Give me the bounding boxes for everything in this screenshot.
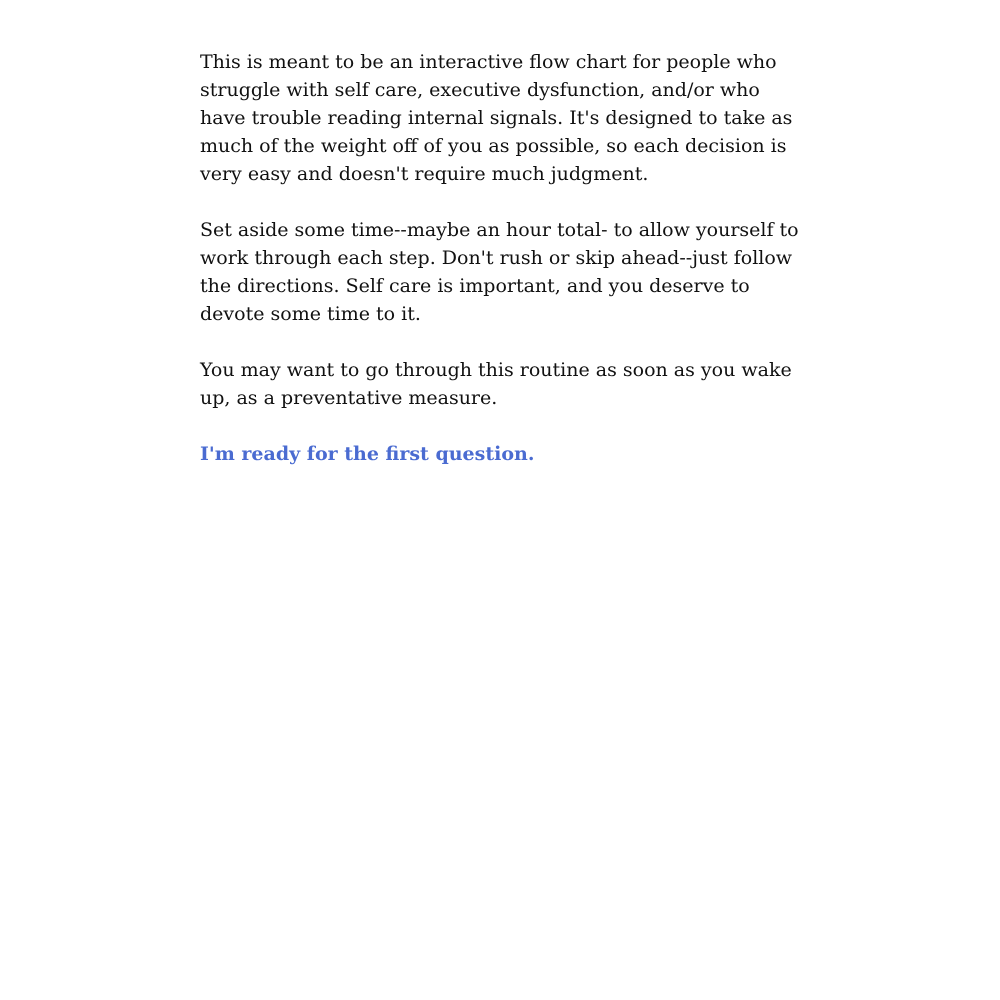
routine-paragraph: You may want to go through this routine as soon as you wake up, as a preventative measure. xyxy=(200,359,792,409)
time-paragraph: Set aside some time--maybe an hour total- to allow yourself to work through each step. Don't rush or skip ahead--just follow the directions. Self care is important, and you deserve to devote some time to it. xyxy=(200,219,799,325)
first-question-link[interactable]: I'm ready for the first question. xyxy=(200,443,535,465)
story-passage xyxy=(200,48,810,468)
intro-paragraph: This is meant to be an interactive flow chart for people who struggle with self care, executive dysfunction, and/or who have trouble reading internal signals. It's designed to take as much of the weight off of you as possible, so each decision is very easy and doesn't require much judgment. xyxy=(200,51,793,185)
